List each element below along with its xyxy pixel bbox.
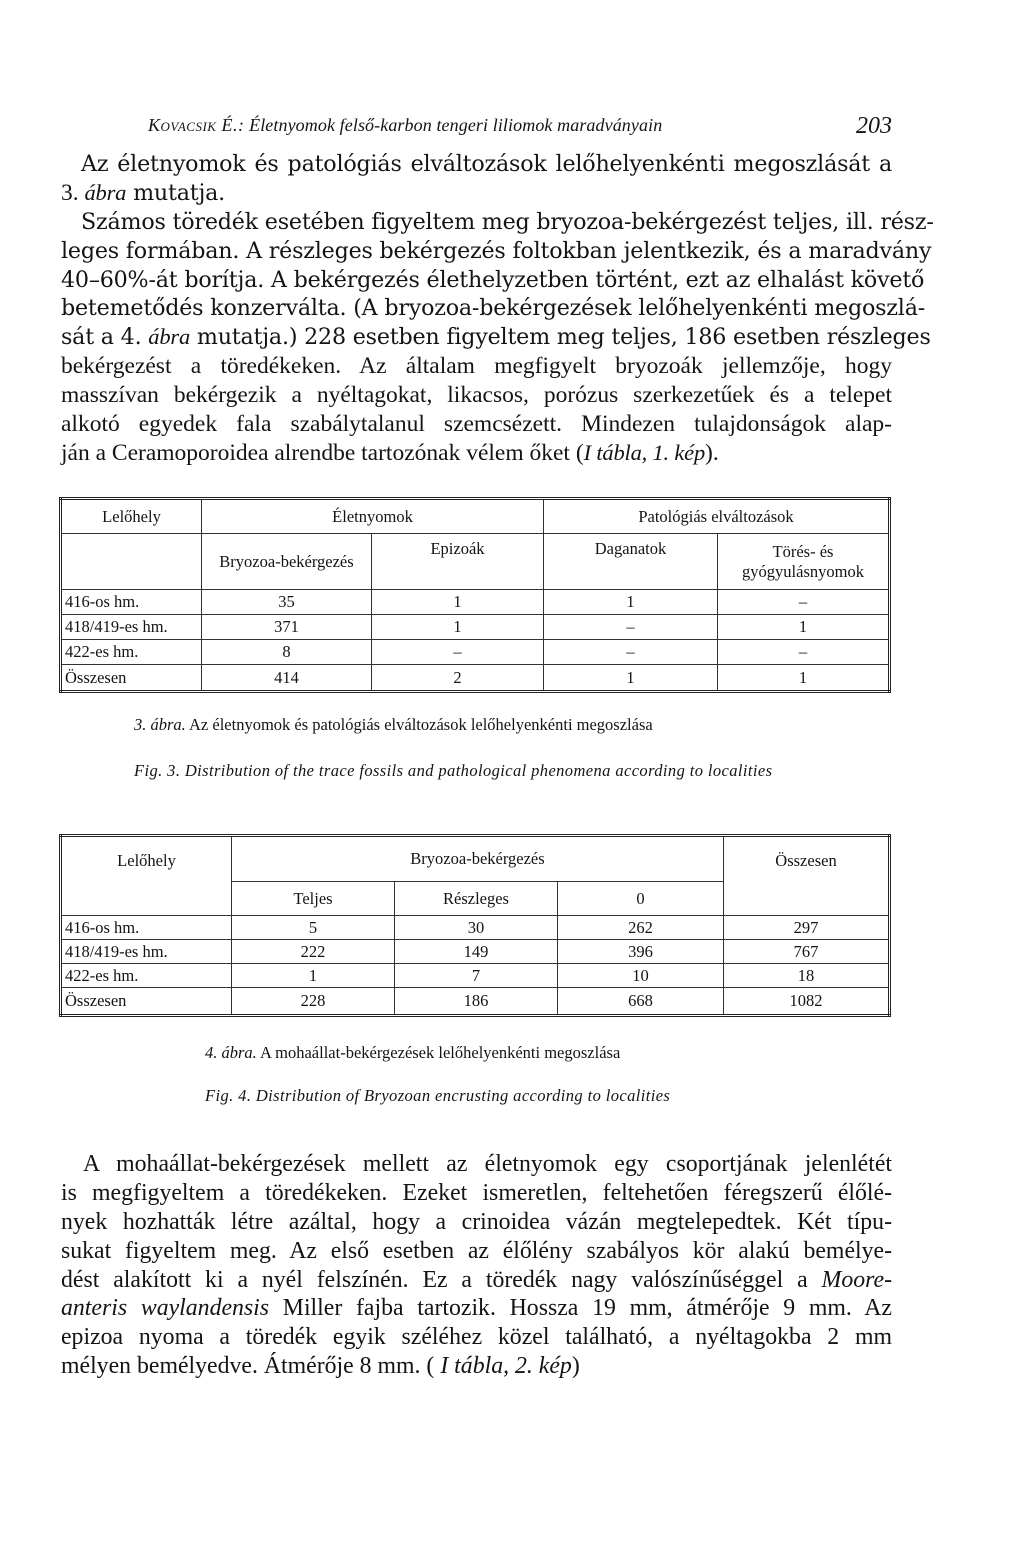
figure-3-caption-hu: 3. ábra. Az életnyomok és patológiás elváltozások lelőhelyenkénti megoszlása [134,715,653,734]
header-tumors: Daganatok [544,534,718,590]
article-title: Életnyomok felső-karbon tengeri liliomok maradványain [249,115,663,135]
running-head [148,102,892,142]
header-zero: 0 [558,882,724,916]
header-pathology: Patológiás elváltozások [544,499,890,534]
header-total: Összesen [724,836,890,916]
table-row-total: Összesen 228 186 668 1082 [61,988,890,1016]
header-partial: Részleges [395,882,558,916]
table-row-total: Összesen 414 2 1 1 [61,665,890,692]
figure-4-caption-en: Fig. 4. Distribution of Bryozoan encrusting according to localities [205,1086,671,1105]
text-line: 3. ábra mutatja. [61,179,226,206]
table-row: 418/419-es hm. 222 149 396 767 [61,940,890,964]
table-row: 416-os hm. 35 1 1 – [61,590,890,615]
page-number: 203 [856,113,892,139]
table-row: 418/419-es hm. 371 1 – 1 [61,615,890,640]
text-line: 40–60%-át borítja. A bekérgezés élethelyzetben történt, ezt az elhalást követő [61,266,925,293]
table-figure-4 [59,834,891,1017]
table-row: 416-os hm. 5 30 262 297 [61,916,890,940]
text-line: dést alakított ki a nyél felszínén. Ez a töredék nagy valószínűséggel a Moore- [61,1266,892,1293]
header-bryozoa: Bryozoa-bekérgezés [232,836,724,882]
text-line: sukat figyeltem meg. Az első esetben az élőlény szabályos kör alakú bemélye- [61,1237,892,1264]
text-line: mélyen bemélyedve. Átmérője 8 mm. ( I tábla, 2. kép) [61,1353,580,1380]
header-fractures: Törés- és gyógyulásnyomok [718,534,890,590]
figure-4-caption-hu: 4. ábra. A mohaállat-bekérgezések lelőhelyenkénti megoszlása [205,1043,621,1062]
text-line: epizoa nyoma a töredék egyik széléhez közel található, a nyéltagokba 2 mm [61,1324,892,1351]
text-line: nyek hozhatták létre azáltal, hogy a crinoidea vázán megtelepedtek. Két típu- [61,1208,892,1235]
text-line: sát a 4. ábra mutatja.) 228 esetben figyeltem meg teljes, 186 esetben részleges [61,324,931,351]
text-line: bekérgezést a töredékeken. Az általam megfigyelt bryozoák jellemzője, hogy [61,353,892,380]
text-line: ján a Ceramoporoidea alrendbe tartozónak vélem őket (I tábla, 1. kép). [61,439,719,466]
text-line: A mohaállat-bekérgezések mellett az életnyomok egy csoportjának jelenlétét [83,1151,892,1177]
text-line: Számos töredék esetében figyeltem meg bryozoa-bekérgezést teljes, ill. rész- [81,208,934,235]
text-line: anteris waylandensis Miller fajba tartozik. Hossza 19 mm, átmérője 9 mm. Az [61,1295,892,1322]
table-header-row [61,499,890,534]
header-location: Lelőhely [61,836,232,916]
header-bryozoa: Bryozoa-bekérgezés [202,534,372,590]
running-head-title [148,115,662,136]
paragraph-2 [61,1150,892,1381]
header-location: Lelőhely [61,499,202,534]
table-figure-3 [59,497,891,693]
table-row: 422-es hm. 1 7 10 18 [61,964,890,988]
header-epizoa: Epizoák [372,534,544,590]
text-line: alkotó egyedek fala szabálytalanul szemcsézett. Mindezen tulajdonságok alap- [61,411,892,438]
author: Kovacsik É.: [148,115,245,135]
text-line: leges formában. A részleges bekérgezés foltokban jelentkezik, és a maradvány [61,237,932,264]
header-empty [61,534,202,590]
paragraph-1 [61,150,934,468]
text-line: is megfigyeltem a töredékeken. Ezeket ismeretlen, feltehetően féregszerű élőlé- [61,1179,892,1206]
text-line: Az életnyomok és patológiás elváltozások lelőhelyenkénti megoszlását a [81,151,892,177]
figure-3-caption-en: Fig. 3. Distribution of the trace fossils and pathological phenomena according to localities [134,761,773,780]
header-full: Teljes [232,882,395,916]
table-row: 422-es hm. 8 – – – [61,640,890,665]
table-subheader-row [61,534,890,590]
text-line: masszívan bekérgezik a nyéltagokat, likacsos, porózus szerkezetűek és a telepet [61,382,892,409]
text-line: betemetődés konzerválta. (A bryozoa-bekérgezések lelőhelyenkénti megoszlá- [61,295,926,322]
table-header-row [61,836,890,882]
header-trace-fossils: Életnyomok [202,499,544,534]
